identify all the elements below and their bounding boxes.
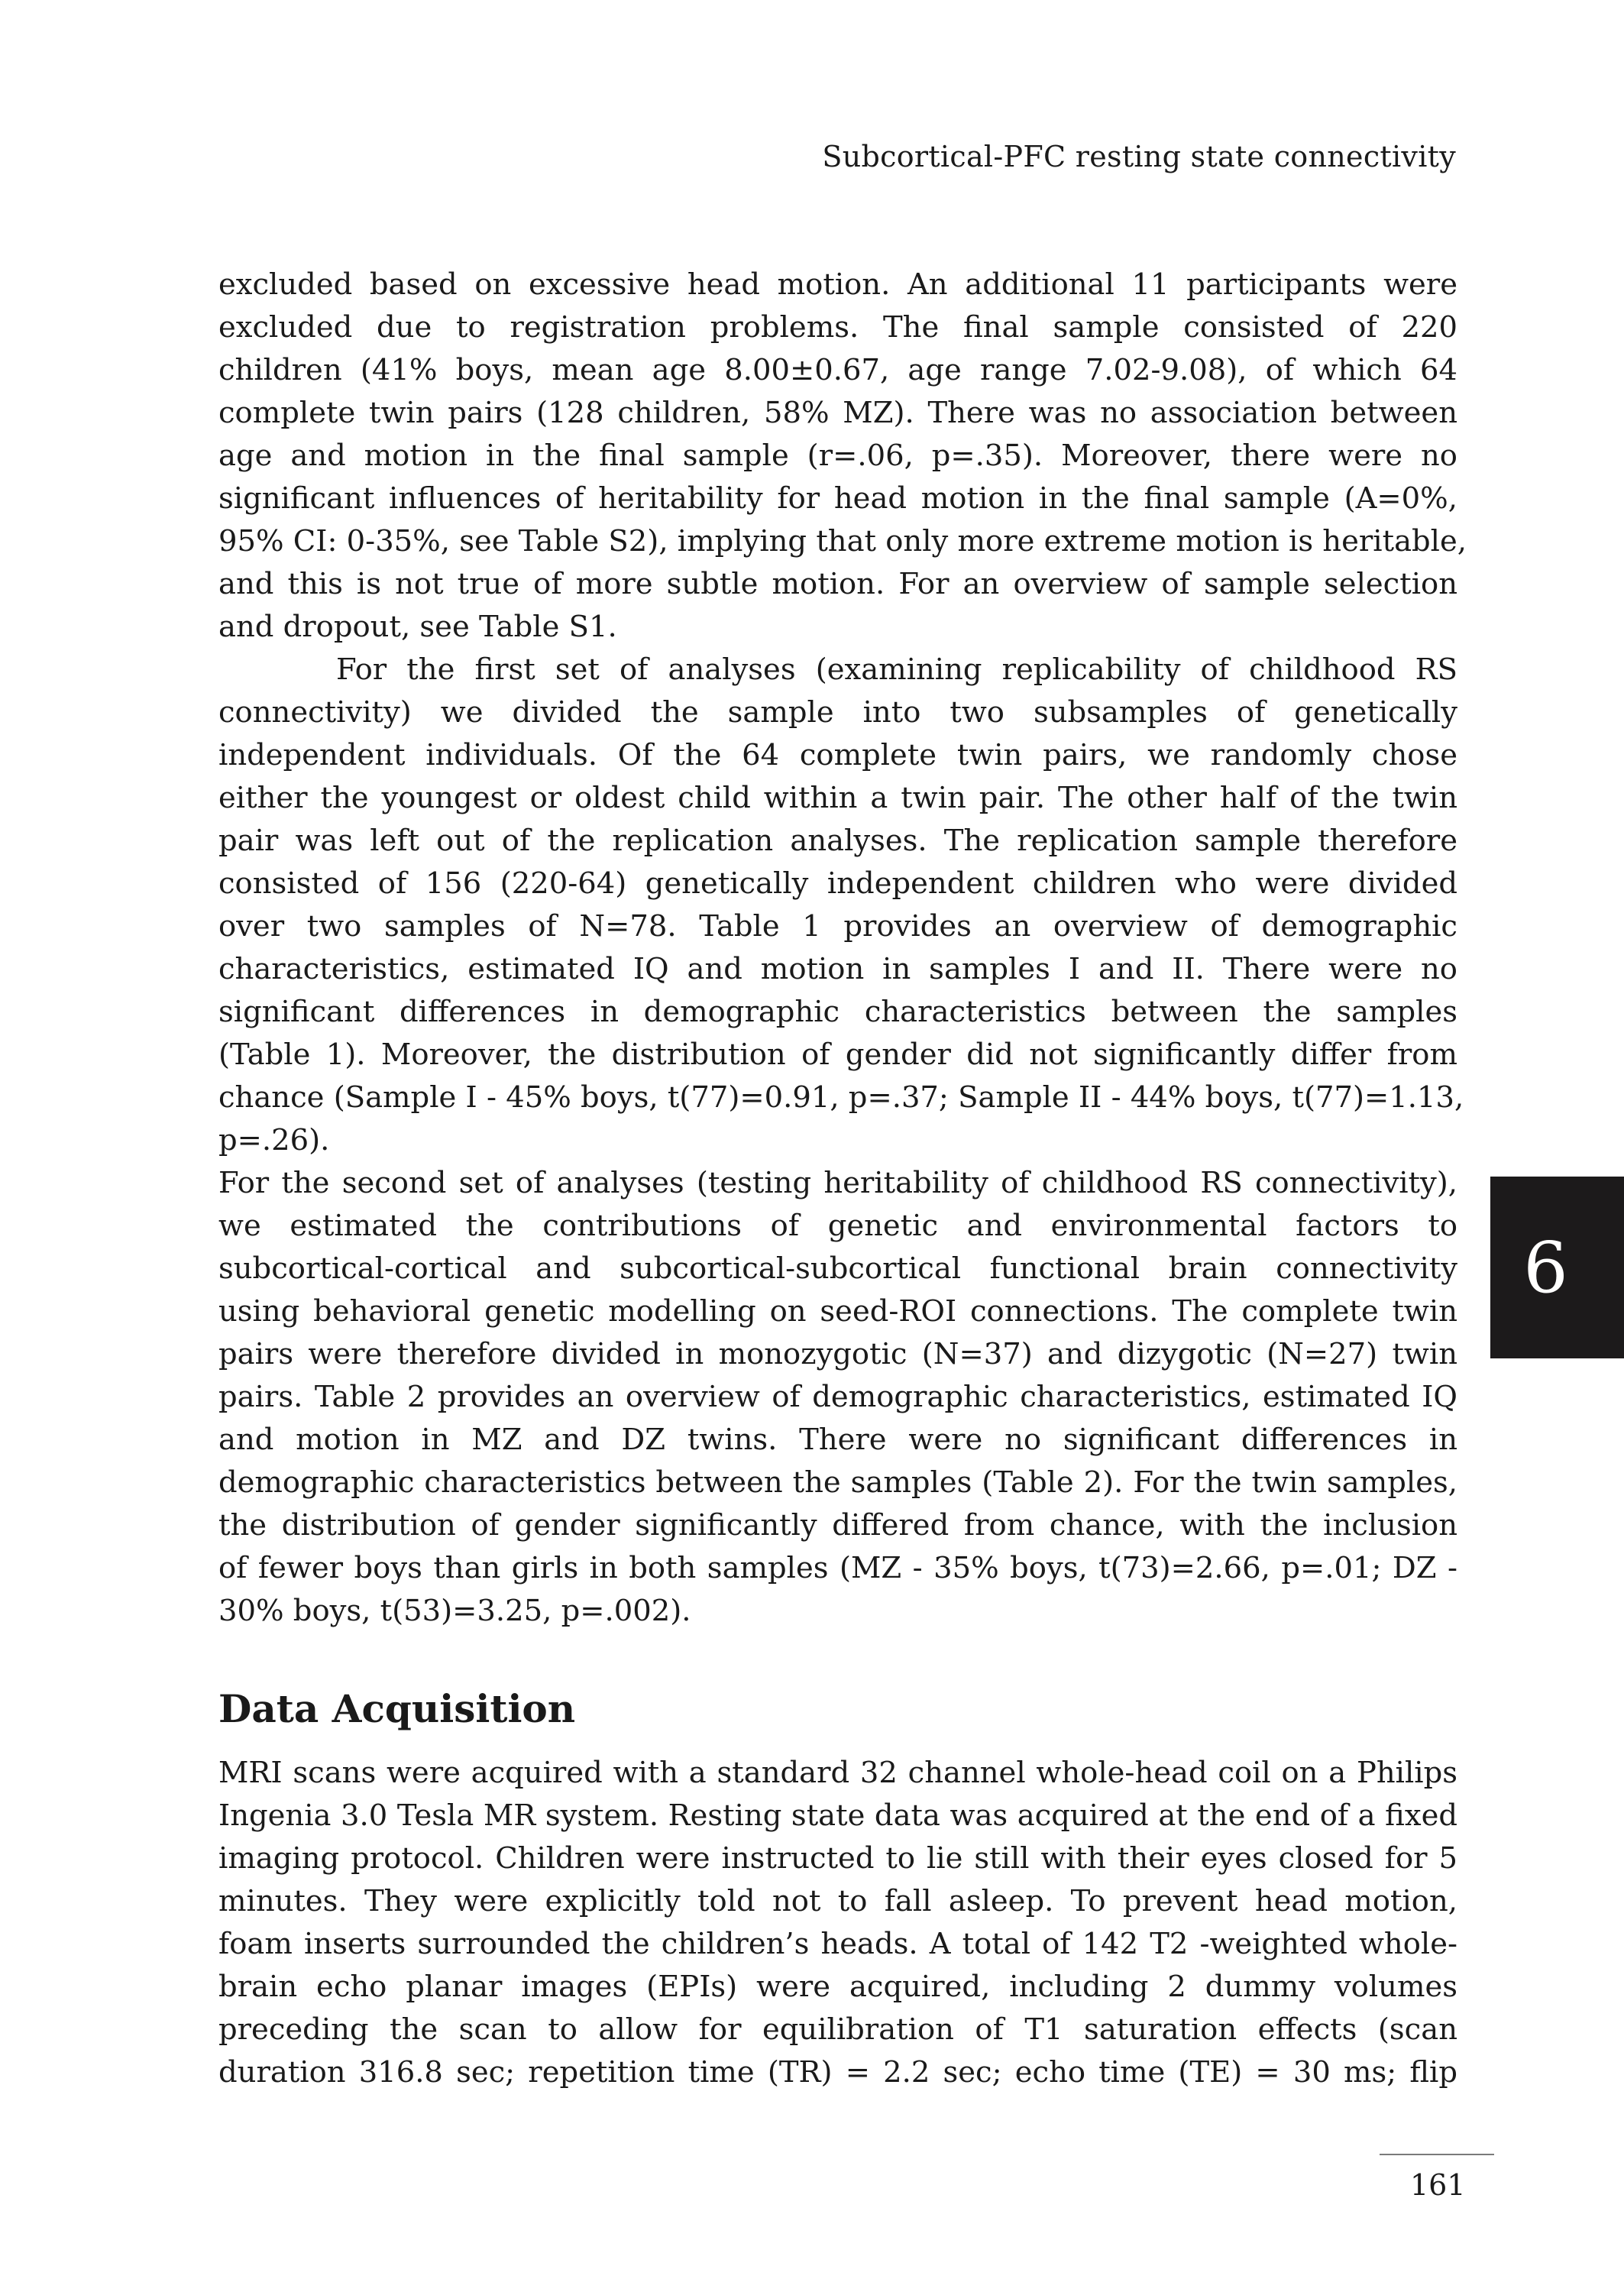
text-line: children (41% boys, mean age 8.00±0.67, age range 7.02-9.08), of which 64 bbox=[218, 353, 1457, 387]
text-line: chance (Sample I - 45% boys, t(77)=0.91, p=.37; Sample II - 44% boys, t(77)=1.13, bbox=[218, 1080, 1464, 1115]
text-line: subcortical-cortical and subcortical-subcortical functional brain connectivity bbox=[218, 1251, 1457, 1286]
text-line: Ingenia 3.0 Tesla MR system. Resting state data was acquired at the end of a fixed bbox=[218, 1798, 1457, 1833]
text-line: the distribution of gender significantly differed from chance, with the inclusion bbox=[218, 1508, 1457, 1543]
text-line: imaging protocol. Children were instructed to lie still with their eyes closed for 5 bbox=[218, 1841, 1457, 1876]
text-line: 30% boys, t(53)=3.25, p=.002). bbox=[218, 1594, 691, 1628]
text-line: over two samples of N=78. Table 1 provides an overview of demographic bbox=[218, 909, 1457, 944]
page-number: 161 bbox=[1410, 2168, 1466, 2202]
text-line: MRI scans were acquired with a standard 32 channel whole-head coil on a Philips bbox=[218, 1756, 1457, 1790]
text-line: independent individuals. Of the 64 complete twin pairs, we randomly chose bbox=[218, 738, 1457, 772]
text-line: demographic characteristics between the samples (Table 2). For the twin samples, bbox=[218, 1465, 1457, 1500]
text-line: For the first set of analyses (examining replicability of childhood RS bbox=[336, 652, 1457, 687]
text-line: connectivity) we divided the sample into two subsamples of genetically bbox=[218, 695, 1457, 730]
section-heading: Data Acquisition bbox=[218, 1686, 576, 1731]
text-line: we estimated the contributions of genetic and environmental factors to bbox=[218, 1209, 1457, 1243]
footer-rule bbox=[1380, 2154, 1494, 2155]
text-line: p=.26). bbox=[218, 1123, 330, 1157]
text-line: and dropout, see Table S1. bbox=[218, 610, 617, 644]
text-line: pairs were therefore divided in monozygotic (N=37) and dizygotic (N=27) twin bbox=[218, 1337, 1457, 1371]
chapter-tab bbox=[1490, 1177, 1624, 1358]
running-head: Subcortical-PFC resting state connectivity bbox=[822, 140, 1456, 173]
text-line: 95% CI: 0-35%, see Table S2), implying that only more extreme motion is heritable, bbox=[218, 524, 1467, 558]
text-line: brain echo planar images (EPIs) were acquired, including 2 dummy volumes bbox=[218, 1970, 1457, 2004]
text-line: complete twin pairs (128 children, 58% MZ). There was no association between bbox=[218, 396, 1457, 430]
text-line: and this is not true of more subtle motion. For an overview of sample selection bbox=[218, 567, 1457, 601]
text-line: excluded due to registration problems. The final sample consisted of 220 bbox=[218, 310, 1457, 345]
text-line: excluded based on excessive head motion. An additional 11 participants were bbox=[218, 267, 1457, 302]
text-line: duration 316.8 sec; repetition time (TR) = 2.2 sec; echo time (TE) = 30 ms; flip bbox=[218, 2055, 1457, 2090]
text-line: preceding the scan to allow for equilibration of T1 saturation effects (scan bbox=[218, 2012, 1457, 2047]
text-line: minutes. They were explicitly told not to fall asleep. To prevent head motion, bbox=[218, 1884, 1457, 1918]
text-line: using behavioral genetic modelling on seed-ROI connections. The complete twin bbox=[218, 1294, 1457, 1329]
text-line: and motion in MZ and DZ twins. There were no significant differences in bbox=[218, 1423, 1457, 1457]
text-line: pair was left out of the replication analyses. The replication sample therefore bbox=[218, 824, 1457, 858]
text-line: pairs. Table 2 provides an overview of demographic characteristics, estimated IQ bbox=[218, 1380, 1457, 1414]
chapter-number: 6 bbox=[1523, 1226, 1568, 1309]
text-line: foam inserts surrounded the children’s heads. A total of 142 T2 -weighted whole- bbox=[218, 1927, 1457, 1961]
text-line: (Table 1). Moreover, the distribution of gender did not significantly differ from bbox=[218, 1038, 1457, 1072]
text-line: of fewer boys than girls in both samples (MZ - 35% boys, t(73)=2.66, p=.01; DZ - bbox=[218, 1551, 1457, 1585]
text-line: characteristics, estimated IQ and motion in samples I and II. There were no bbox=[218, 952, 1457, 986]
text-line: either the youngest or oldest child within a twin pair. The other half of the twin bbox=[218, 781, 1457, 815]
text-line: significant influences of heritability for head motion in the final sample (A=0%, bbox=[218, 481, 1457, 516]
text-line: consisted of 156 (220-64) genetically independent children who were divided bbox=[218, 866, 1457, 901]
text-line: age and motion in the final sample (r=.06, p=.35). Moreover, there were no bbox=[218, 439, 1457, 473]
text-line: significant differences in demographic characteristics between the samples bbox=[218, 995, 1457, 1029]
text-line: For the second set of analyses (testing heritability of childhood RS connectivity), bbox=[218, 1166, 1457, 1200]
